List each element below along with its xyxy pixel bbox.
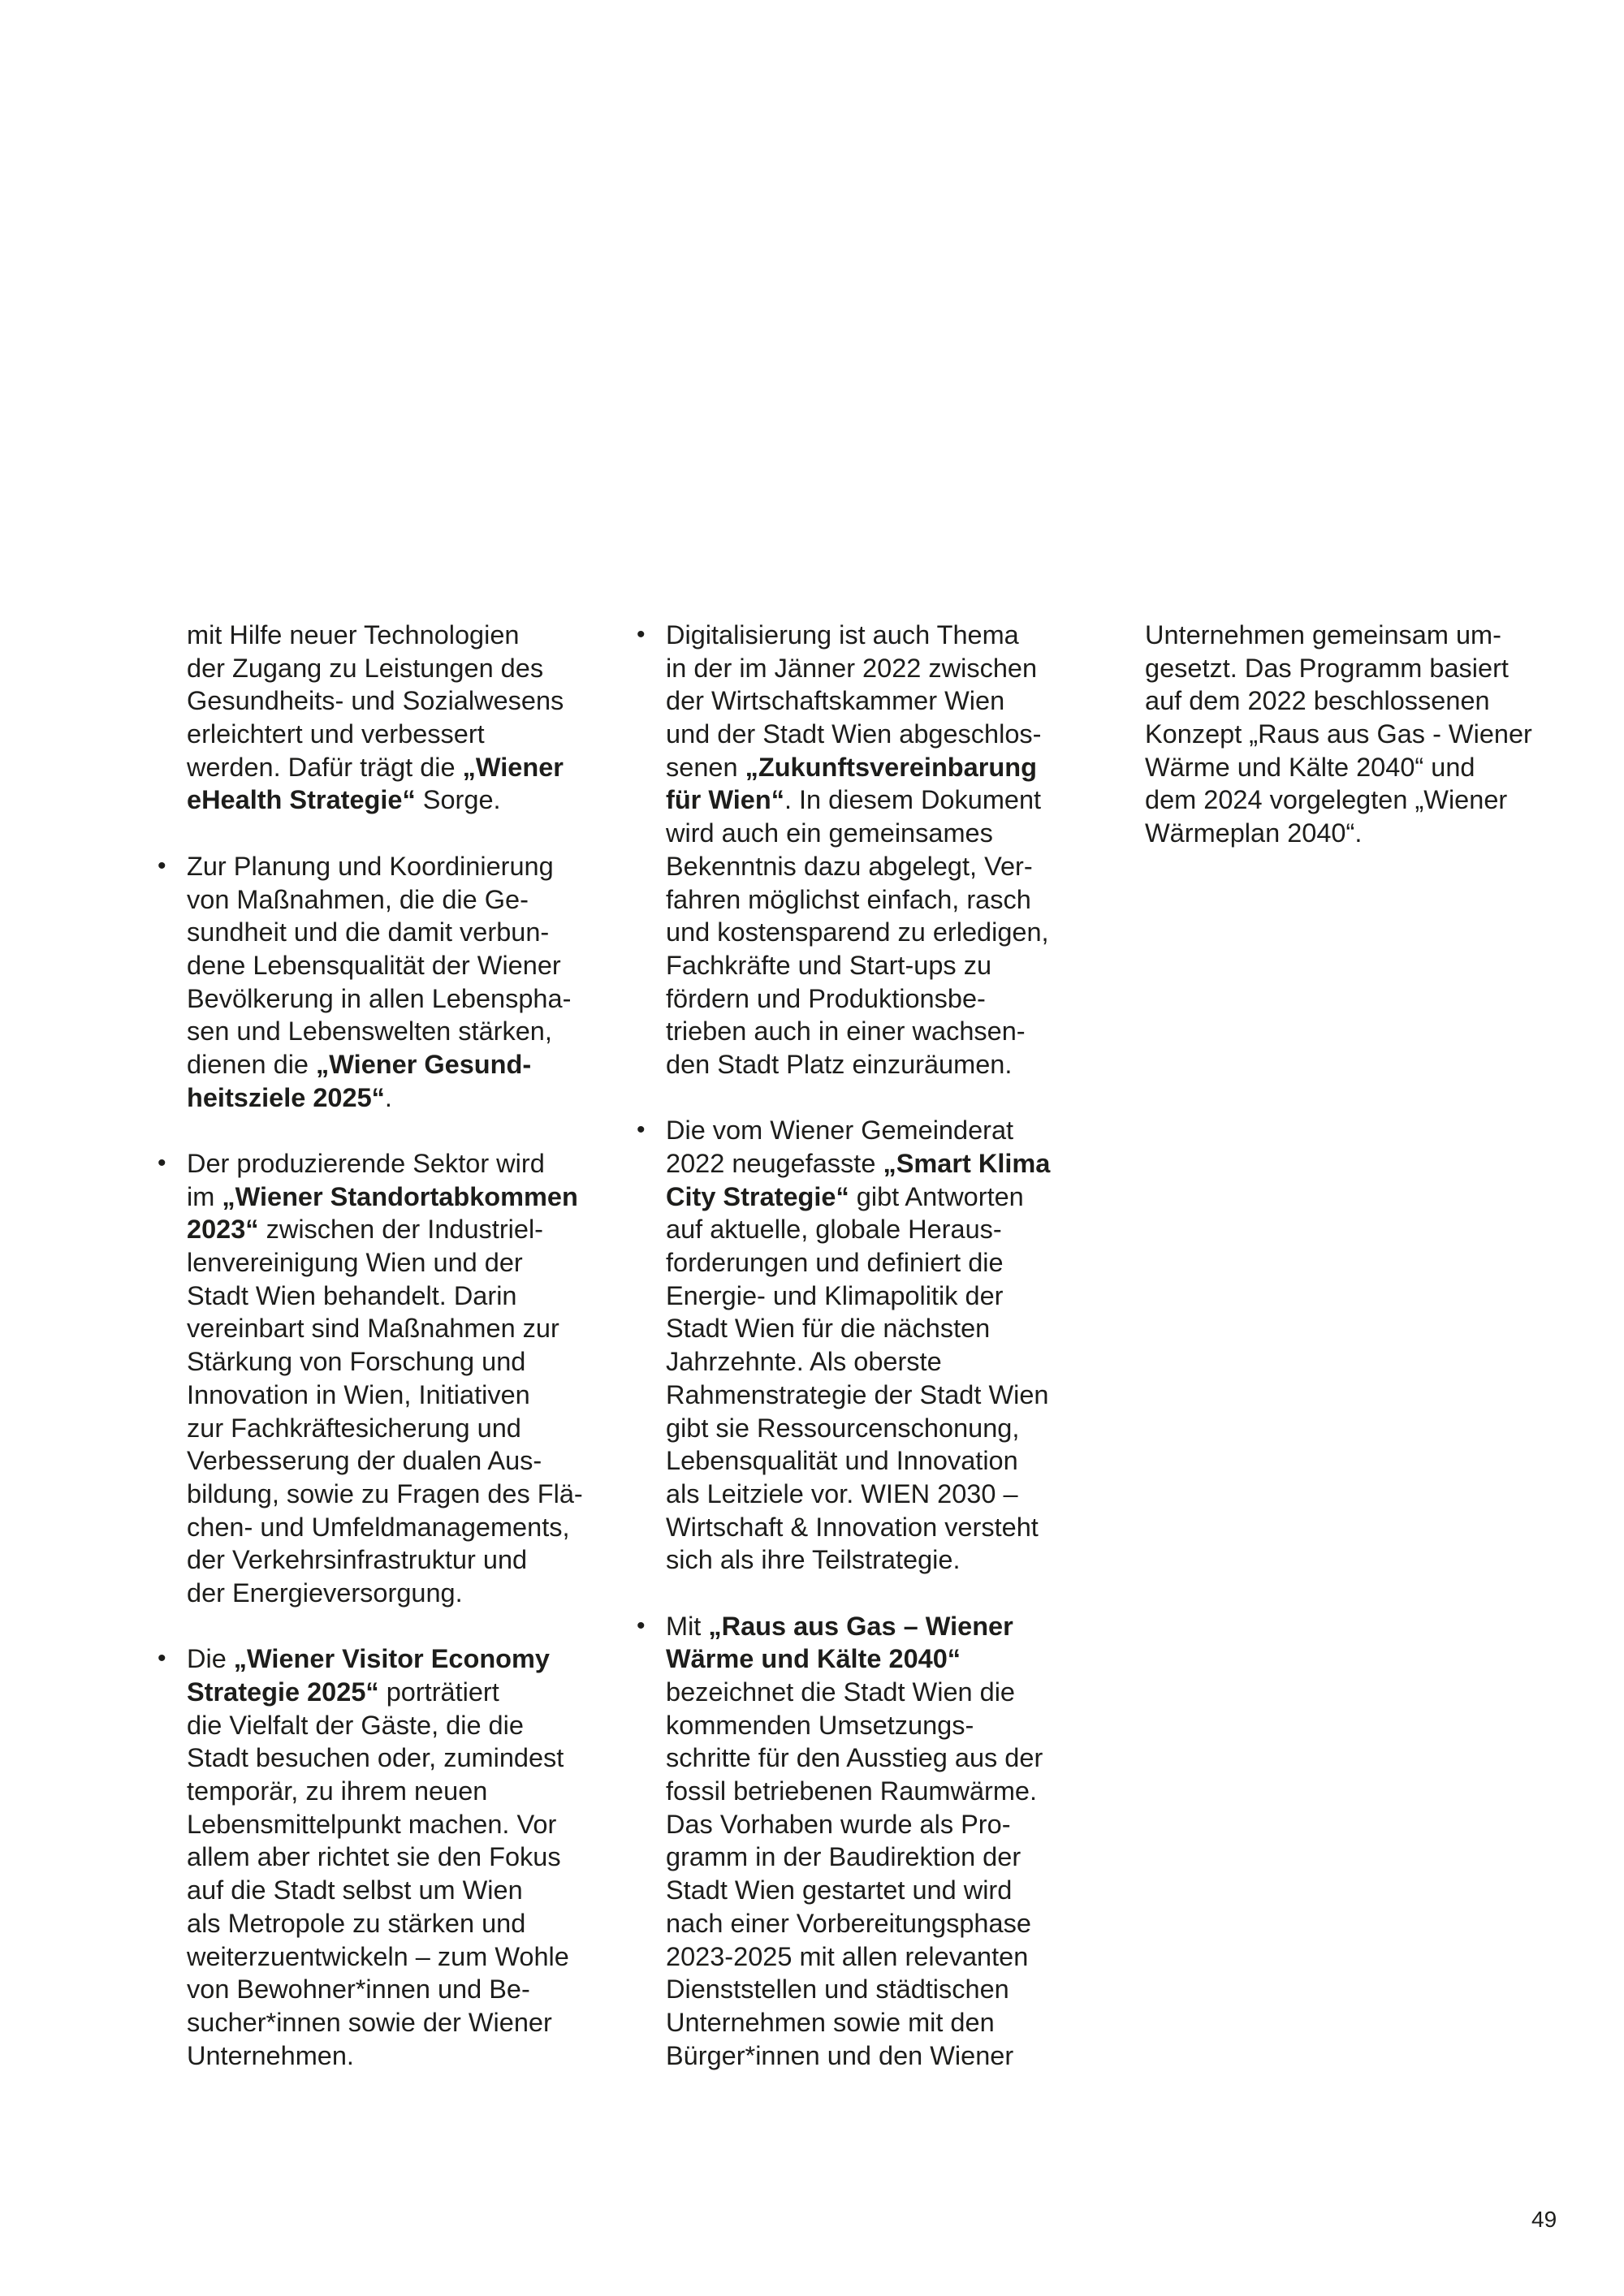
- body-text: Die vom Wiener Gemeinderat: [666, 1116, 1014, 1146]
- bold-title-text: eHealth Strategie“: [187, 785, 416, 815]
- body-text: Dienststellen und städtischen: [666, 1974, 1009, 2005]
- body-text: Lebensmittelpunkt machen. Vor: [187, 1809, 557, 1839]
- body-text: Innovation in Wien, Initiativen: [187, 1379, 530, 1409]
- body-text: . In diesem Dokument: [784, 785, 1042, 815]
- text-line: [666, 1511, 1050, 1544]
- text-line: [666, 1543, 1050, 1577]
- body-text: der Energieversorgung.: [187, 1577, 463, 1608]
- text-line: [187, 619, 583, 652]
- text-line: [187, 1180, 583, 1214]
- body-text: den Stadt Platz einzuräumen.: [666, 1049, 1013, 1079]
- body-text: bezeichnet die Stadt Wien die: [666, 1677, 1015, 1707]
- text-line: [666, 982, 1050, 1016]
- bullet-list-item: [158, 1147, 583, 1610]
- body-text: fördern und Produktionsbe-: [666, 983, 986, 1013]
- body-text: Stadt Wien für die nächsten: [666, 1314, 991, 1344]
- body-text: der Zugang zu Leistungen des: [187, 653, 544, 683]
- text-line: [187, 883, 583, 917]
- text-line: [666, 1379, 1050, 1412]
- text-line: [1145, 619, 1532, 652]
- body-text: Konzept „Raus aus Gas - Wiener: [1145, 719, 1532, 749]
- text-line: [666, 1246, 1050, 1280]
- body-text: temporär, zu ihrem neuen: [187, 1776, 488, 1806]
- body-text: dem 2024 vorgelegten „Wiener: [1145, 785, 1508, 815]
- bullet-icon: •: [637, 621, 646, 648]
- body-text: auf dem 2022 beschlossenen: [1145, 686, 1490, 716]
- body-text: sucher*innen sowie der Wiener: [187, 2007, 552, 2037]
- body-text: Gesundheits- und Sozialwesens: [187, 686, 564, 716]
- body-text: schritte für den Ausstieg aus der: [666, 1743, 1043, 1773]
- body-text: Verbesserung der dualen Aus-: [187, 1446, 542, 1476]
- body-text: Bürger*innen und den Wiener: [666, 2040, 1014, 2070]
- bullet-icon: •: [158, 852, 166, 879]
- text-line: [187, 2006, 583, 2039]
- text-line: [187, 1808, 583, 1841]
- text-line: [187, 718, 583, 751]
- text-line: [666, 1841, 1050, 1874]
- body-text: zwischen der Industriel-: [258, 1215, 543, 1245]
- bold-title-text: „Wiener Visitor Economy: [233, 1644, 551, 1674]
- body-text: werden. Dafür trägt die: [187, 752, 463, 782]
- body-text: Rahmenstrategie der Stadt Wien: [666, 1379, 1049, 1409]
- text-line: [666, 1345, 1050, 1379]
- text-line: [187, 1511, 583, 1544]
- bold-title-text: für Wien“: [666, 785, 784, 815]
- text-line: [666, 1642, 1050, 1676]
- page-number: 49: [1531, 2207, 1557, 2232]
- body-text: Jahrzehnte. Als oberste: [666, 1347, 942, 1377]
- text-line: [187, 1312, 583, 1345]
- body-text: Stadt Wien behandelt. Darin: [187, 1280, 517, 1310]
- text-line: [666, 1312, 1050, 1345]
- body-text: auf aktuelle, globale Heraus-: [666, 1215, 1002, 1245]
- text-line: [666, 1741, 1050, 1775]
- body-text: Unternehmen sowie mit den: [666, 2007, 995, 2037]
- text-line: [666, 1907, 1050, 1940]
- text-line: [666, 1775, 1050, 1808]
- text-line: [666, 619, 1050, 652]
- text-line: [187, 1841, 583, 1874]
- text-column-3: [1145, 619, 1532, 883]
- text-line: [666, 1478, 1050, 1511]
- bullet-icon: •: [637, 1116, 646, 1144]
- bold-title-text: „Smart Klima: [883, 1149, 1051, 1178]
- text-line: [187, 1015, 583, 1048]
- text-line: [666, 1709, 1050, 1742]
- text-line: [187, 1280, 583, 1313]
- body-text: chen- und Umfeldmanagements,: [187, 1512, 570, 1542]
- text-line: [666, 1874, 1050, 1907]
- body-text: Unternehmen.: [187, 2040, 354, 2070]
- text-line: [187, 1081, 583, 1115]
- body-text: Bevölkerung in allen Lebenspha-: [187, 983, 572, 1013]
- body-text: gramm in der Baudirektion der: [666, 1842, 1021, 1872]
- body-text: Wärme und Kälte 2040“ und: [1145, 752, 1475, 782]
- body-text: sich als ihre Teilstrategie.: [666, 1545, 961, 1575]
- text-line: [187, 1775, 583, 1808]
- bullet-icon: •: [158, 1645, 166, 1672]
- text-line: [1145, 652, 1532, 685]
- body-text: Wirtschaft & Innovation versteht: [666, 1512, 1039, 1542]
- text-column-2: [637, 619, 1051, 2105]
- text-line: [187, 949, 583, 982]
- body-text: auf die Stadt selbst um Wien: [187, 1875, 523, 1905]
- text-line: [666, 1940, 1050, 1974]
- bullet-icon: •: [637, 1612, 646, 1639]
- body-text: Stärkung von Forschung und: [187, 1347, 526, 1377]
- text-line: [666, 1114, 1050, 1147]
- paragraph: [1145, 619, 1532, 850]
- text-line: [187, 1147, 583, 1180]
- body-text: 2022 neugefasste: [666, 1149, 883, 1178]
- bullet-list-item: [637, 1610, 1050, 2073]
- body-text: senen: [666, 752, 745, 782]
- text-line: [666, 883, 1050, 917]
- text-line: [666, 718, 1050, 751]
- body-text: mit Hilfe neuer Technologien: [187, 620, 520, 650]
- body-text: Sorge.: [415, 785, 501, 815]
- text-line: [666, 1213, 1050, 1246]
- body-text: und der Stadt Wien abgeschlos-: [666, 719, 1042, 749]
- body-text: Die: [187, 1644, 234, 1674]
- text-line: [187, 1642, 583, 1676]
- text-line: [187, 1741, 583, 1775]
- body-text: gibt sie Ressourcenschonung,: [666, 1413, 1020, 1443]
- text-line: [1145, 817, 1532, 850]
- body-text: sundheit und die damit verbun-: [187, 917, 550, 947]
- body-text: von Maßnahmen, die die Ge-: [187, 884, 529, 914]
- bold-title-text: Strategie 2025“: [187, 1677, 379, 1707]
- text-line: [666, 751, 1050, 784]
- bold-title-text: „Wiener Standortabkommen: [222, 1181, 578, 1211]
- body-text: gesetzt. Das Programm basiert: [1145, 653, 1509, 683]
- text-line: [187, 684, 583, 718]
- bold-title-text: „Wiener Gesund-: [316, 1049, 532, 1079]
- bold-title-text: City Strategie“: [666, 1181, 849, 1211]
- text-line: [187, 850, 583, 883]
- body-text: weiterzuentwickeln – zum Wohle: [187, 1941, 569, 1971]
- text-line: [187, 2039, 583, 2073]
- body-text: im: [187, 1181, 222, 1211]
- text-line: [666, 916, 1050, 949]
- body-text: porträtiert: [378, 1677, 499, 1707]
- bullet-list-item: [637, 619, 1050, 1081]
- body-text: von Bewohner*innen und Be-: [187, 1974, 530, 2005]
- body-text: .: [384, 1082, 392, 1112]
- bullet-icon: •: [158, 1150, 166, 1176]
- body-text: sen und Lebenswelten stärken,: [187, 1016, 552, 1047]
- body-text: fossil betriebenen Raumwärme.: [666, 1776, 1038, 1806]
- text-line: [666, 1676, 1050, 1709]
- text-line: [666, 2039, 1050, 2073]
- text-line: [1145, 718, 1532, 751]
- text-line: [666, 1444, 1050, 1478]
- text-line: [666, 1048, 1050, 1081]
- text-line: [666, 817, 1050, 850]
- text-line: [187, 1973, 583, 2006]
- body-text: Fachkräfte und Start-ups zu: [666, 950, 992, 980]
- text-line: [187, 1048, 583, 1081]
- text-line: [1145, 783, 1532, 817]
- body-text: Energie- und Klimapolitik der: [666, 1280, 1004, 1310]
- body-text: forderungen und definiert die: [666, 1248, 1004, 1278]
- body-text: zur Fachkräftesicherung und: [187, 1413, 521, 1443]
- text-line: [666, 2006, 1050, 2039]
- body-text: lenvereinigung Wien und der: [187, 1248, 523, 1278]
- text-line: [666, 850, 1050, 883]
- text-line: [666, 1610, 1050, 1643]
- text-line: [187, 1412, 583, 1445]
- body-text: vereinbart sind Maßnahmen zur: [187, 1314, 559, 1344]
- body-text: nach einer Vorbereitungsphase: [666, 1908, 1031, 1938]
- text-line: [666, 1808, 1050, 1841]
- body-text: erleichtert und verbessert: [187, 719, 485, 749]
- text-line: [187, 652, 583, 685]
- body-text: trieben auch in einer wachsen-: [666, 1016, 1026, 1047]
- text-line: [187, 1213, 583, 1246]
- text-line: [666, 1280, 1050, 1313]
- bold-title-text: „Zukunftsvereinbarung: [745, 752, 1037, 782]
- body-text: Mit: [666, 1611, 709, 1641]
- text-line: [666, 652, 1050, 685]
- text-line: [1145, 751, 1532, 784]
- body-text: allem aber richtet sie den Fokus: [187, 1842, 561, 1872]
- text-column-1: [158, 619, 583, 2105]
- text-line: [666, 949, 1050, 982]
- body-text: fahren möglichst einfach, rasch: [666, 884, 1031, 914]
- text-line: [666, 1015, 1050, 1048]
- body-text: die Vielfalt der Gäste, die die: [187, 1710, 524, 1740]
- text-line: [187, 1709, 583, 1742]
- body-text: Lebensqualität und Innovation: [666, 1446, 1018, 1476]
- body-text: Das Vorhaben wurde als Pro-: [666, 1809, 1011, 1839]
- body-text: Wärmeplan 2040“.: [1145, 818, 1363, 848]
- text-line: [187, 783, 583, 817]
- body-text: kommenden Umsetzungs-: [666, 1710, 974, 1740]
- body-text: Unternehmen gemeinsam um-: [1145, 620, 1501, 650]
- text-line: [666, 1147, 1050, 1180]
- text-line: [187, 1444, 583, 1478]
- bold-title-text: heitsziele 2025“: [187, 1082, 385, 1112]
- text-line: [187, 1676, 583, 1709]
- body-text: 2023-2025 mit allen relevanten: [666, 1941, 1029, 1971]
- body-text: wird auch ein gemeinsames: [666, 818, 993, 848]
- text-line: [187, 1577, 583, 1610]
- body-text: Stadt besuchen oder, zumindest: [187, 1743, 564, 1773]
- bold-title-text: Wärme und Kälte 2040“: [666, 1644, 961, 1674]
- body-text: Stadt Wien gestartet und wird: [666, 1875, 1013, 1905]
- bold-title-text: 2023“: [187, 1215, 259, 1245]
- text-line: [187, 982, 583, 1016]
- body-text: als Leitziele vor. WIEN 2030 –: [666, 1478, 1018, 1508]
- text-line: [187, 1478, 583, 1511]
- body-text: Bekenntnis dazu abgelegt, Ver-: [666, 851, 1033, 881]
- text-line: [187, 916, 583, 949]
- bold-title-text: „Wiener: [462, 752, 564, 782]
- text-line: [187, 1345, 583, 1379]
- text-line: [666, 783, 1050, 817]
- bullet-list-item: [158, 850, 583, 1115]
- text-line: [187, 1907, 583, 1940]
- text-line: [666, 1412, 1050, 1445]
- text-line: [187, 1379, 583, 1412]
- body-text: Digitalisierung ist auch Thema: [666, 620, 1019, 650]
- body-text: in der im Jänner 2022 zwischen: [666, 653, 1038, 683]
- text-line: [666, 684, 1050, 718]
- body-text: der Wirtschaftskammer Wien: [666, 686, 1005, 716]
- body-text: dene Lebensqualität der Wiener: [187, 950, 561, 980]
- text-line: [1145, 684, 1532, 718]
- text-line: [187, 751, 583, 784]
- text-line: [666, 1180, 1050, 1214]
- paragraph: [187, 619, 583, 817]
- bullet-list-item: [637, 1114, 1051, 1577]
- bullet-list-item: [158, 1642, 583, 2072]
- body-text: Der produzierende Sektor wird: [187, 1149, 545, 1178]
- body-text: bildung, sowie zu Fragen des Flä-: [187, 1478, 583, 1508]
- text-line: [187, 1246, 583, 1280]
- text-line: [187, 1874, 583, 1907]
- body-text: gibt Antworten: [849, 1181, 1024, 1211]
- body-text: Zur Planung und Koordinierung: [187, 851, 554, 881]
- text-line: [187, 1543, 583, 1577]
- bold-title-text: „Raus aus Gas – Wiener: [708, 1611, 1013, 1641]
- body-text: als Metropole zu stärken und: [187, 1908, 526, 1938]
- body-text: der Verkehrsinfrastruktur und: [187, 1545, 528, 1575]
- text-line: [187, 1940, 583, 1974]
- body-text: dienen die: [187, 1049, 317, 1079]
- body-text: und kostensparend zu erledigen,: [666, 917, 1049, 947]
- text-line: [666, 1973, 1050, 2006]
